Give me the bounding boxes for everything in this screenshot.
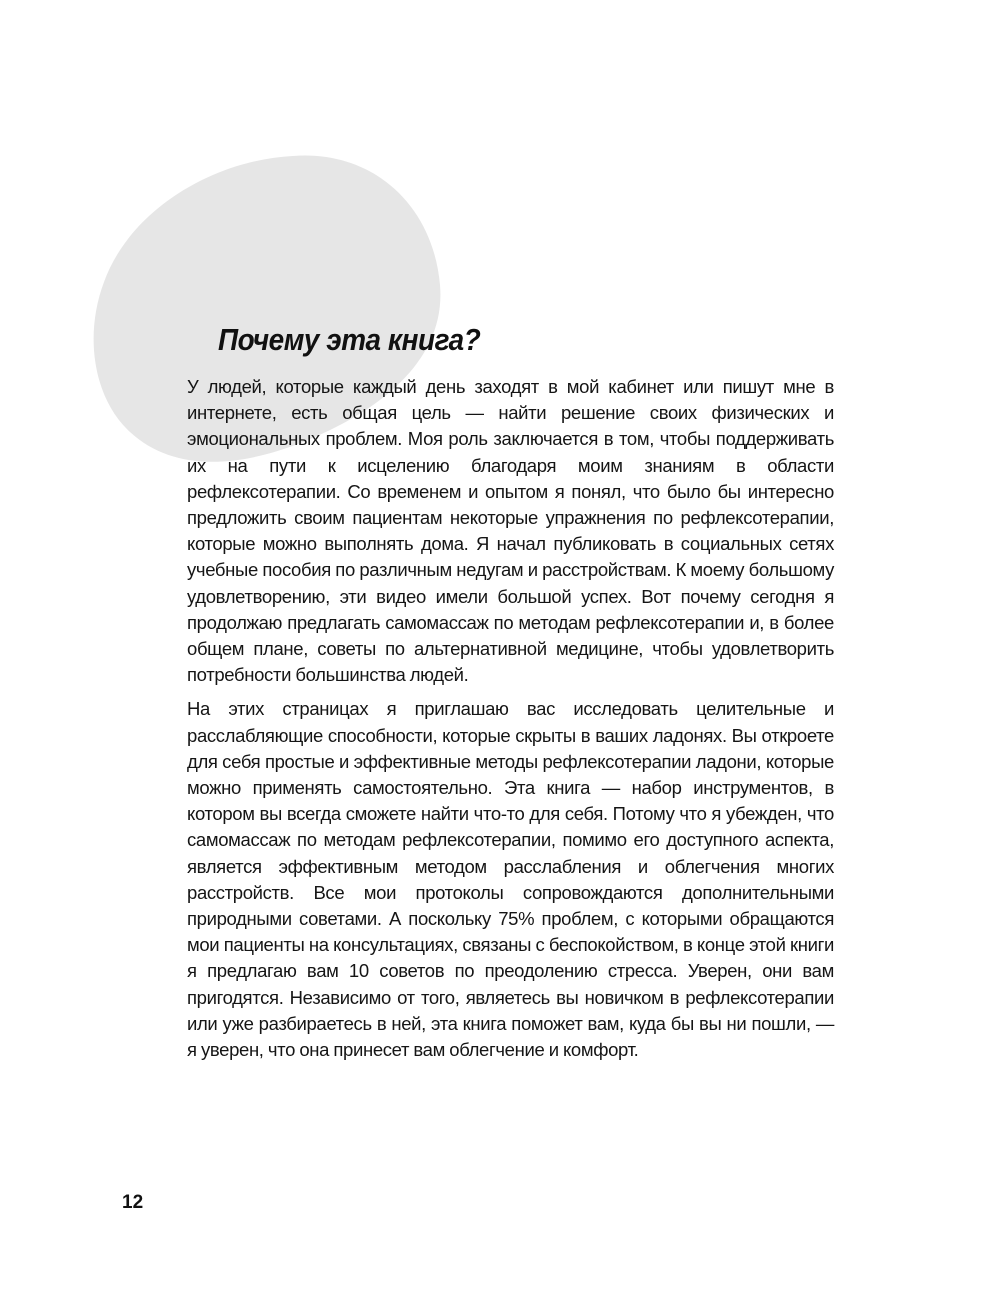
paragraph-2: На этих страницах я приглашаю вас исследовать целительные и расслабляющие способности, которые скрыты в ваших ладонях. Вы откроете для себя простые и эффективные методы рефлексотерапии ладони, которые можно применять самостоятельно. Эта книга — набор инструментов, в котором вы всегда сможете найти что-то для себя. Потому что я убежден, что самомассаж по методам рефлексотерапии, помимо его доступного аспекта, является эффективным методом расслабления и облегчения многих расстройств. Все мои протоколы сопровождаются дополнительными природными советами. А поскольку 75% проблем, с которыми обращаются мои пациенты на консультациях, связаны с беспокойством, в конце этой книги я предлагаю вам 10 советов по преодолению стресса. Уверен, они вам пригодятся. Независимо от того, являетесь вы новичком в рефлексотерапии или уже разбираетесь в ней, эта книга поможет вам, куда бы вы ни пошли, — я уверен, что она принесет вам облегчение и комфорт. [187,698,834,1061]
paragraph-1: У людей, которые каждый день заходят в мой кабинет или пишут мне в интернете, есть общая цель — найти решение своих физических и эмоциональных проблем. Моя роль заключается в том, чтобы поддерживать их на пути к исцелению благодаря моим знаниям в области рефлексотерапии. Со временем и опытом я понял, что было бы интересно предложить своим пациентам некоторые упражнения по рефлексотерапии, которые можно выполнять дома. Я начал публиковать в социальных сетях учебные пособия по различным недугам и расстройствам. К моему большому удовлетворению, эти видео имели большой успех. Вот почему сегодня я продолжаю предлагать самомассаж по методам рефлексотерапии и, в более общем плане, советы по альтернативной медицине, чтобы удовлетворить потребности большинства людей. [187,376,834,686]
body-text [187,374,834,1071]
page-number: 12 [122,1192,144,1213]
section-heading: Почему эта книга? [218,322,481,357]
